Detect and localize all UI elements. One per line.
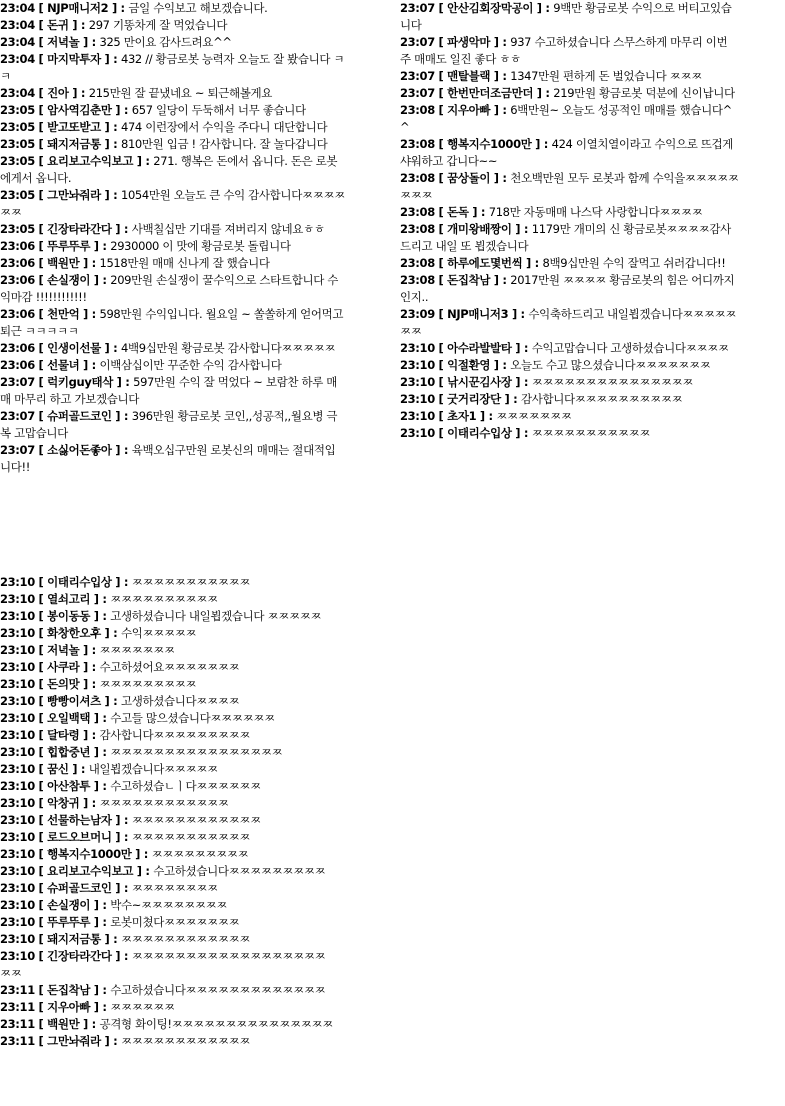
chat-message (0, 727, 335, 744)
message-text: ㅉㅉㅉㅉㅉㅉㅉㅉㅉㅉㅉ (131, 575, 251, 589)
message-username: [ 힙합중년 ] : (39, 745, 111, 759)
message-text: 공격형 화이팅!ㅉㅉㅉㅉㅉㅉㅉㅉㅉㅉㅉㅉㅉㅉㅉ (99, 1017, 333, 1031)
message-text: 8백9십만원 수익 잘먹고 쉬러갑니다!! (542, 256, 726, 270)
chat-message (0, 374, 345, 408)
message-username: [ 슈퍼골드코인 ] : (39, 881, 132, 895)
message-time: 23:06 (0, 273, 35, 287)
message-time: 23:05 (0, 154, 35, 168)
message-time: 23:08 (400, 222, 435, 236)
message-username: [ 긴장타라간다 ] : (39, 949, 132, 963)
message-time: 23:10 (0, 575, 35, 589)
chat-message (400, 391, 740, 408)
chat-message (0, 931, 335, 948)
message-text: 내일뵙겠습니다ㅉㅉㅉㅉㅉ (88, 762, 218, 776)
chat-message (400, 204, 740, 221)
chat-message (0, 136, 345, 153)
message-time: 23:05 (0, 103, 35, 117)
chat-message (0, 761, 335, 778)
message-text: 1518만원 매매 신나게 잘 했습니다 (99, 256, 270, 270)
message-username: [ 요리보고수익보고 ] : (39, 864, 154, 878)
message-time: 23:10 (0, 677, 35, 691)
message-username: [ 선물하는남자 ] : (39, 813, 132, 827)
chat-message (400, 357, 740, 374)
message-text: ㅉㅉㅉㅉㅉㅉㅉㅉㅉㅉㅉ (131, 830, 251, 844)
message-text: 육백오십구만원 로봇신의 매매는 절대적입니다!! (0, 443, 336, 474)
message-time: 23:05 (0, 222, 35, 236)
message-username: [ 낚시꾼김사장 ] : (439, 375, 532, 389)
message-text: 1054만원 오늘도 큰 수익 감사합니다ㅉㅉㅉㅉㅉㅉ (0, 188, 345, 219)
message-text: 고생하셨습니다 내일뵙겠습니다 ㅉㅉㅉㅉㅉ (110, 609, 322, 623)
message-time: 23:10 (0, 779, 35, 793)
message-username: [ 긴장타라간다 ] : (39, 222, 132, 236)
chat-message (0, 625, 335, 642)
message-text: ㅉㅉㅉㅉㅉㅉㅉㅉㅉㅉㅉㅉ (99, 796, 229, 810)
chat-message (0, 1016, 335, 1033)
message-time: 23:10 (0, 847, 35, 861)
message-text: 325 만이요 감사드려요^^ (99, 35, 232, 49)
message-time: 23:06 (0, 307, 35, 321)
message-username: [ 이태리수입상 ] : (39, 575, 132, 589)
chat-message (0, 744, 335, 761)
message-time: 23:10 (0, 813, 35, 827)
chat-message (0, 1033, 335, 1050)
chat-message (0, 17, 345, 34)
message-time: 23:07 (0, 375, 35, 389)
message-text: 597만원 수익 잘 먹었다 ~ 보람찬 하루 매매 마무리 하고 가보겠습니다 (0, 375, 338, 406)
message-text: ㅉㅉㅉㅉㅉㅉㅉ (99, 643, 175, 657)
message-text: 수익ㅉㅉㅉㅉㅉ (121, 626, 197, 640)
chat-message (0, 357, 345, 374)
message-username: [ 꿈상돌이 ] : (439, 171, 511, 185)
message-time: 23:06 (0, 256, 35, 270)
chat-message (0, 982, 335, 999)
message-text: 9백만 황금로봇 수익으로 버티고있습니다 (400, 1, 732, 32)
message-time: 23:10 (400, 341, 435, 355)
message-text: 1179만 개미의 신 황금로봇ㅉㅉㅉㅉ감사드리고 내일 또 뵙겠습니다 (400, 222, 731, 253)
message-username: [ 돈집착남 ] : (39, 983, 111, 997)
message-time: 23:04 (0, 18, 35, 32)
message-text: ㅉㅉㅉㅉㅉㅉ (110, 1000, 175, 1014)
message-username: [ 행복지수1000만 ] : (39, 847, 152, 861)
chat-message (0, 812, 335, 829)
chat-message (400, 102, 740, 136)
message-text: ㅉㅉㅉㅉㅉㅉㅉㅉㅉㅉㅉㅉㅉㅉㅉㅉ (110, 745, 283, 759)
message-time: 23:10 (0, 898, 35, 912)
message-username: [ 굿거리장단 ] : (439, 392, 521, 406)
message-username: [ NJP매니저2 ] : (39, 1, 129, 15)
message-username: [ 이태리수입상 ] : (439, 426, 532, 440)
message-time: 23:04 (0, 52, 35, 66)
message-text: 오늘도 수고 많으셨습니다ㅉㅉㅉㅉㅉㅉㅉ (510, 358, 711, 372)
message-text: 수고하셨습니다ㅉㅉㅉㅉㅉㅉㅉㅉㅉ (153, 864, 326, 878)
message-username: [ 인생이선물 ] : (39, 341, 121, 355)
message-time: 23:08 (400, 273, 435, 287)
message-username: [ 진아 ] : (39, 86, 89, 100)
message-username: [ 돈의맛 ] : (39, 677, 100, 691)
message-username: [ 저녁놀 ] : (39, 35, 100, 49)
message-text: ㅉㅉㅉㅉㅉㅉㅉㅉㅉㅉㅉㅉ (121, 932, 251, 946)
message-time: 23:10 (400, 358, 435, 372)
message-time: 23:08 (400, 205, 435, 219)
message-time: 23:10 (0, 830, 35, 844)
message-time: 23:06 (0, 358, 35, 372)
chat-message (0, 642, 335, 659)
message-username: [ 뚜루뚜루 ] : (39, 239, 111, 253)
message-time: 23:10 (0, 932, 35, 946)
message-text: 271. 행복은 돈에서 옵니다. 돈은 로봇에게서 옵니다. (0, 154, 338, 185)
message-time: 23:10 (0, 762, 35, 776)
message-username: [ 아산참투 ] : (39, 779, 111, 793)
chat-message (400, 170, 740, 204)
message-username: [ 돈귀 ] : (39, 18, 89, 32)
message-username: [ 한번만더조금만더 ] : (439, 86, 554, 100)
chat-message (0, 442, 345, 476)
message-text: 수고하셨습니다ㅉㅉㅉㅉㅉㅉㅉㅉㅉㅉㅉㅉㅉ (110, 983, 326, 997)
message-time: 23:10 (0, 609, 35, 623)
message-text: ㅉㅉㅉㅉㅉㅉㅉㅉㅉㅉ (110, 592, 218, 606)
message-username: [ 돼지저금통 ] : (39, 932, 121, 946)
message-username: [ 파생악마 ] : (439, 35, 511, 49)
message-username: [ 받고또받고 ] : (39, 120, 121, 134)
chat-message (0, 34, 345, 51)
message-time: 23:04 (0, 86, 35, 100)
chat-message (400, 85, 740, 102)
chat-message (400, 340, 740, 357)
message-text: 297 기똥차게 잘 먹었습니다 (88, 18, 228, 32)
chat-message (400, 374, 740, 391)
message-time: 23:07 (400, 86, 435, 100)
message-time: 23:11 (0, 1034, 35, 1048)
chat-message (0, 880, 335, 897)
message-username: [ NJP매니저3 ] : (439, 307, 529, 321)
message-text: 이백삼십이만 꾸준한 수익 감사합니다 (99, 358, 282, 372)
chat-message (0, 710, 335, 727)
message-username: [ 돼지저금통 ] : (39, 137, 121, 151)
message-time: 23:10 (0, 864, 35, 878)
message-text: 감사합니다ㅉㅉㅉㅉㅉㅉㅉㅉㅉㅉ (521, 392, 683, 406)
message-text: ㅉㅉㅉㅉㅉㅉㅉㅉㅉ (151, 847, 249, 861)
message-username: [ 빵빵이셔츠 ] : (39, 694, 121, 708)
message-time: 23:11 (0, 983, 35, 997)
message-text: 209만원 손실쟁이 꿀수익으로 스타트합니다 수익마감 !!!!!!!!!!!! (0, 273, 339, 304)
message-text: 수익축하드리고 내일뵙겠습니다ㅉㅉㅉㅉㅉㅉㅉ (400, 307, 737, 338)
message-text: ㅉㅉㅉㅉㅉㅉㅉㅉㅉㅉㅉㅉ (131, 813, 261, 827)
message-text: 810만원 입금 ! 감사합니다. 잘 놀다갑니다 (121, 137, 328, 151)
chat-message (0, 574, 335, 591)
chat-message (0, 272, 345, 306)
message-username: [ 로드오브머니 ] : (39, 830, 132, 844)
message-text: ㅉㅉㅉㅉㅉㅉㅉㅉㅉㅉㅉㅉㅉㅉㅉ (531, 375, 694, 389)
chat-message (400, 0, 740, 34)
message-username: [ 손실쟁이 ] : (39, 898, 111, 912)
message-text: 고생하셨습니다ㅉㅉㅉㅉ (121, 694, 240, 708)
message-username: [ 익절환영 ] : (439, 358, 511, 372)
chat-message (400, 255, 740, 272)
chat-message (0, 221, 345, 238)
message-time: 23:07 (0, 409, 35, 423)
message-username: [ 개미왕배짱이 ] : (439, 222, 532, 236)
message-time: 23:05 (0, 188, 35, 202)
message-username: [ 안산김회장막공이 ] : (439, 1, 554, 15)
chat-message (0, 51, 345, 85)
message-text: 6백만원~ 오늘도 성공적인 매매를 했습니다^^ (400, 103, 732, 134)
message-text: 천오백만원 모두 로봇과 함께 수익을ㅉㅉㅉㅉㅉㅉㅉㅉ (400, 171, 739, 202)
message-time: 23:10 (400, 426, 435, 440)
chat-message (0, 0, 345, 17)
message-time: 23:10 (400, 392, 435, 406)
message-username: [ 백원만 ] : (39, 256, 100, 270)
message-username: [ 마지막투자 ] : (39, 52, 121, 66)
message-time: 23:10 (400, 409, 435, 423)
message-username: [ 열쇠고리 ] : (39, 592, 111, 606)
message-username: [ 암사역김춘만 ] : (39, 103, 132, 117)
message-text: 937 수고하셨습니다 스무스하게 마무리 이번 주 매매도 일진 좋다 ㅎㅎ (400, 35, 728, 66)
chat-message (400, 136, 740, 170)
chat-message (0, 948, 335, 982)
message-time: 23:10 (0, 711, 35, 725)
message-time: 23:11 (0, 1017, 35, 1031)
message-text: 424 이열치열이라고 수익으로 뜨겁게 샤워하고 갑니다~~ (400, 137, 734, 168)
message-username: [ 행복지수1000만 ] : (439, 137, 552, 151)
message-text: 1347만원 편하게 돈 벌었습니다 ㅉㅉㅉ (510, 69, 702, 83)
chat-message (400, 408, 740, 425)
chat-message (400, 306, 740, 340)
message-time: 23:10 (0, 643, 35, 657)
message-username: [ 요리보고수익보고 ] : (39, 154, 154, 168)
message-text: ㅉㅉㅉㅉㅉㅉㅉㅉ (131, 881, 218, 895)
message-time: 23:09 (400, 307, 435, 321)
message-time: 23:10 (0, 745, 35, 759)
chat-message (0, 829, 335, 846)
message-username: [ 천만억 ] : (39, 307, 100, 321)
chat-message (0, 676, 335, 693)
message-text: 219만원 황금로봇 덕분에 신이납니다 (553, 86, 735, 100)
message-text: 4백9십만원 황금로봇 감사합니다ㅉㅉㅉㅉㅉ (121, 341, 336, 355)
message-text: 사백칠십만 기대를 져버리지 않네요ㅎㅎ (131, 222, 325, 236)
chat-panel-left (0, 0, 345, 476)
message-text: 로봇미쳤다ㅉㅉㅉㅉㅉㅉㅉ (110, 915, 240, 929)
message-time: 23:10 (0, 728, 35, 742)
message-time: 23:04 (0, 1, 35, 15)
message-username: [ 하루에도몇번씩 ] : (439, 256, 543, 270)
chat-message (400, 221, 740, 255)
chat-message (0, 238, 345, 255)
chat-message (0, 119, 345, 136)
message-text: 598만원 수익입니다. 월요일 ~ 쏠쏠하게 얻어먹고 퇴근 ㅋㅋㅋㅋㅋ (0, 307, 344, 338)
message-text: 감사합니다ㅉㅉㅉㅉㅉㅉㅉㅉㅉ (99, 728, 251, 742)
chat-message (400, 34, 740, 68)
message-username: [ 악창귀 ] : (39, 796, 100, 810)
message-text: 474 이런장에서 수익을 주다니 대단합니다 (121, 120, 328, 134)
message-username: [ 지우아빠 ] : (439, 103, 511, 117)
message-username: [ 화창한오후 ] : (39, 626, 121, 640)
message-text: 396만원 황금로봇 코인,,성공적,,월요병 극복 고맙습니다 (0, 409, 338, 440)
chat-message (0, 693, 335, 710)
chat-message (0, 846, 335, 863)
message-username: [ 백원만 ] : (39, 1017, 100, 1031)
message-username: [ 그만놔줘라 ] : (39, 1034, 121, 1048)
chat-message (0, 914, 335, 931)
message-time: 23:08 (400, 137, 435, 151)
chat-message (0, 408, 345, 442)
message-text: 금일 수익보고 해보겠습니다. (128, 1, 268, 15)
chat-message (0, 255, 345, 272)
message-time: 23:07 (400, 35, 435, 49)
message-time: 23:06 (0, 341, 35, 355)
message-time: 23:07 (0, 443, 35, 457)
message-username: [ 봉이동동 ] : (39, 609, 111, 623)
message-text: 432 // 황금로봇 능력자 오늘도 잘 봤습니다 ㅋㅋ (0, 52, 345, 83)
message-username: [ 소싫어돈좋아 ] : (39, 443, 132, 457)
message-username: [ 저녁놀 ] : (39, 643, 100, 657)
chat-message (0, 659, 335, 676)
message-username: [ 달타령 ] : (39, 728, 100, 742)
message-username: [ 오일백택 ] : (39, 711, 111, 725)
message-time: 23:10 (0, 592, 35, 606)
message-username: [ 손실쟁이 ] : (39, 273, 111, 287)
chat-message (0, 999, 335, 1016)
message-time: 23:10 (0, 949, 35, 963)
message-time: 23:08 (400, 171, 435, 185)
message-username: [ 럭키guy태삭 ] : (39, 375, 134, 389)
message-text: ㅉㅉㅉㅉㅉㅉㅉ (496, 409, 572, 423)
message-text: ㅉㅉㅉㅉㅉㅉㅉㅉㅉㅉㅉㅉㅉㅉㅉㅉㅉㅉㅉㅉ (0, 949, 326, 980)
message-time: 23:08 (400, 103, 435, 117)
message-time: 23:10 (0, 796, 35, 810)
chat-message (0, 85, 345, 102)
message-username: [ 꿈신 ] : (39, 762, 89, 776)
message-username: [ 아수라발발타 ] : (439, 341, 532, 355)
message-time: 23:06 (0, 239, 35, 253)
message-time: 23:10 (0, 626, 35, 640)
message-username: [ 선물녀 ] : (39, 358, 100, 372)
message-text: 수익고맙습니다 고생하셨습니다ㅉㅉㅉㅉ (531, 341, 729, 355)
message-text: 657 일당이 두둑해서 너무 좋습니다 (131, 103, 306, 117)
message-username: [ 슈퍼골드코인 ] : (39, 409, 132, 423)
message-time: 23:10 (0, 881, 35, 895)
message-text: 215만원 잘 끝냈네요 ~ 퇴근해볼게요 (88, 86, 273, 100)
chat-message (0, 863, 335, 880)
message-time: 23:04 (0, 35, 35, 49)
message-time: 23:08 (400, 256, 435, 270)
message-text: 2017만원 ㅉㅉㅉㅉ 황금로봇의 힘은 어디까지인지.. (400, 273, 735, 304)
chat-message (400, 272, 740, 306)
message-time: 23:10 (0, 694, 35, 708)
message-username: [ 그만놔줘라 ] : (39, 188, 121, 202)
chat-message (0, 102, 345, 119)
message-username: [ 뚜루뚜루 ] : (39, 915, 111, 929)
chat-message (0, 306, 345, 340)
chat-message (0, 795, 335, 812)
message-username: [ 돈집착남 ] : (439, 273, 511, 287)
chat-message (0, 340, 345, 357)
message-text: ㅉㅉㅉㅉㅉㅉㅉㅉㅉ (99, 677, 197, 691)
chat-message (400, 68, 740, 85)
message-time: 23:10 (0, 915, 35, 929)
message-text: 718만 자동매매 나스닥 사랑합니다ㅉㅉㅉㅉ (488, 205, 703, 219)
message-text: 수고들 많으셨습니다ㅉㅉㅉㅉㅉㅉ (110, 711, 275, 725)
message-text: ㅉㅉㅉㅉㅉㅉㅉㅉㅉㅉㅉㅉ (121, 1034, 251, 1048)
chat-panel-right (400, 0, 740, 442)
message-time: 23:07 (400, 69, 435, 83)
message-text: ㅉㅉㅉㅉㅉㅉㅉㅉㅉㅉㅉ (531, 426, 651, 440)
message-time: 23:10 (0, 660, 35, 674)
message-text: 박수~ㅉㅉㅉㅉㅉㅉㅉㅉ (110, 898, 228, 912)
message-time: 23:07 (400, 1, 435, 15)
message-time: 23:05 (0, 137, 35, 151)
chat-message (0, 778, 335, 795)
chat-message (0, 187, 345, 221)
message-time: 23:11 (0, 1000, 35, 1014)
chat-message (0, 608, 335, 625)
message-username: [ 사쿠라 ] : (39, 660, 100, 674)
message-text: 수고하셨어요ㅉㅉㅉㅉㅉㅉㅉ (99, 660, 240, 674)
chat-message (0, 897, 335, 914)
message-text: 수고하셨습ㄴㅣ다ㅉㅉㅉㅉㅉㅉ (110, 779, 261, 793)
message-text: 2930000 이 맛에 황금로봇 돌립니다 (110, 239, 291, 253)
message-username: [ 지우아빠 ] : (39, 1000, 111, 1014)
message-username: [ 초자1 ] : (439, 409, 497, 423)
chat-message (0, 591, 335, 608)
chat-panel-bottom (0, 574, 335, 1050)
message-username: [ 돈독 ] : (439, 205, 489, 219)
message-username: [ 맨탈블랙 ] : (439, 69, 511, 83)
chat-message (0, 153, 345, 187)
message-time: 23:05 (0, 120, 35, 134)
message-time: 23:10 (400, 375, 435, 389)
chat-message (400, 425, 740, 442)
